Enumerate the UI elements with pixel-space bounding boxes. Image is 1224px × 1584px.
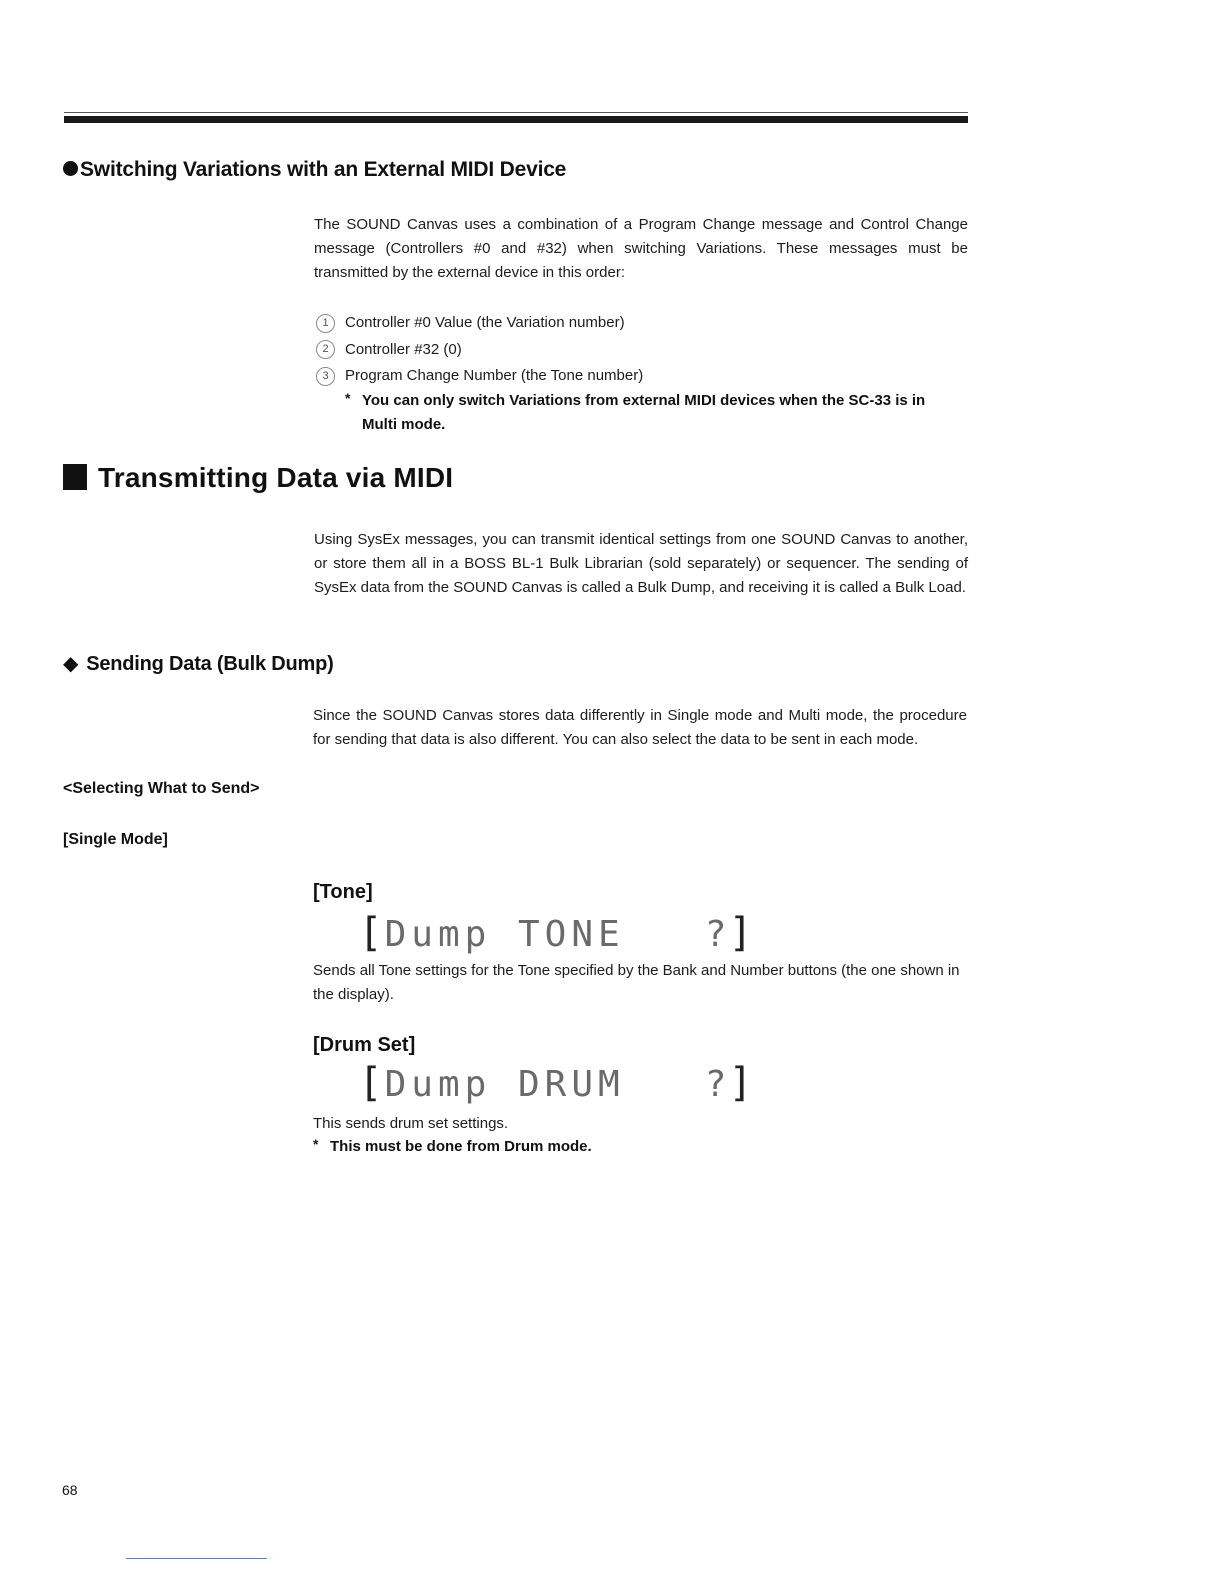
label-tone: [Tone]	[313, 881, 373, 903]
bullet-icon	[63, 161, 78, 176]
header-rule	[64, 116, 968, 123]
scan-underline	[126, 1558, 267, 1559]
paragraph-single-multi: Since the SOUND Canvas stores data differently in Single mode and Multi mode, the procedure for sending that data is also different. You can also select the data to be sent in each mode.	[313, 707, 967, 748]
square-bullet-icon	[63, 464, 87, 490]
circled-number: 2	[316, 340, 335, 359]
drum-note-asterisk: *	[313, 1136, 319, 1152]
label-drum-set: [Drum Set]	[313, 1034, 416, 1056]
label-selecting-what-to-send: <Selecting What to Send>	[63, 780, 260, 797]
header-rule-thin	[64, 112, 968, 113]
main-heading-transmitting: Transmitting Data via MIDI	[63, 462, 453, 494]
list-item: 2 Controller #32 (0)	[316, 337, 643, 364]
note-asterisk: *	[345, 390, 351, 406]
lcd-display-dump-tone: [Dump TONE ?]	[364, 910, 752, 956]
circled-number: 1	[316, 314, 335, 333]
note-multi-mode: You can only switch Variations from external MIDI devices when the SC-33 is in Multi mode.	[362, 392, 926, 433]
paragraph-switching: The SOUND Canvas uses a combination of a Program Change message and Control Change message (Controllers #0 and #32) when switching Variations. These messages must be transmitted by the external device in this order:	[314, 216, 968, 281]
list-item: 3 Program Change Number (the Tone number)	[316, 363, 643, 390]
paragraph-sysex: Using SysEx messages, you can transmit identical settings from one SOUND Canvas to another, or store them all in a BOSS BL-1 Bulk Librarian (sold separately) or sequencer. The sending of SysEx data from the SOUND Canvas is called a Bulk Dump, and receiving it is called a Bulk Load.	[314, 531, 968, 596]
circled-number: 3	[316, 367, 335, 386]
ordered-list	[316, 310, 643, 390]
lcd-display-dump-drum: [Dump DRUM ?]	[364, 1060, 752, 1106]
drum-description: This sends drum set settings.	[313, 1115, 509, 1132]
tone-description: Sends all Tone settings for the Tone specified by the Bank and Number buttons (the one shown in the display).	[313, 962, 960, 1003]
label-single-mode: [Single Mode]	[63, 831, 168, 848]
diamond-icon: ◆	[63, 653, 79, 675]
list-item: 1 Controller #0 Value (the Variation number)	[316, 310, 643, 337]
drum-note: This must be done from Drum mode.	[330, 1138, 592, 1155]
section-heading-switching: Switching Variations with an External MIDI Device	[63, 158, 566, 182]
page-number: 68	[62, 1482, 78, 1498]
section-heading-sending: ◆ Sending Data (Bulk Dump)	[63, 653, 334, 675]
